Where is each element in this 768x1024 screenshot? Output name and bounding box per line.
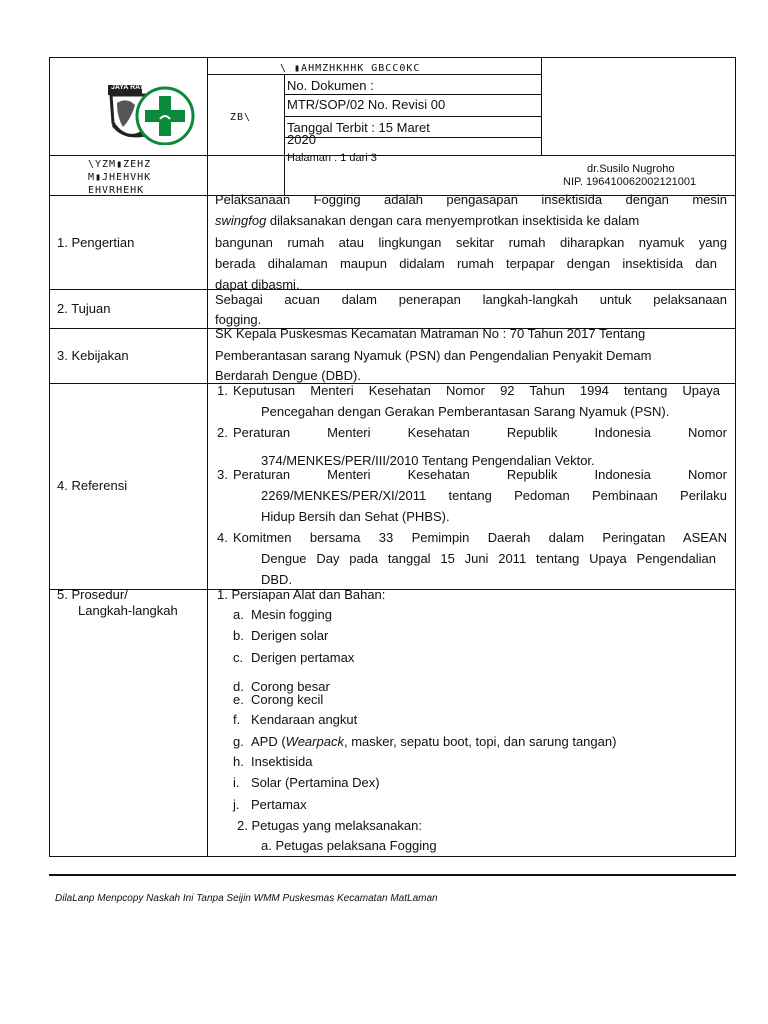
tanggal-terbit-year: 2020 — [287, 132, 316, 147]
footer-disclaimer: DilaLanp Menpcopy Naskah Ini Tanpa Seijin WMM Puskesmas Kecamatan MatLaman — [55, 893, 438, 904]
item-b-letter: b. — [233, 628, 244, 643]
ref-4-line-2: Dengue Day pada tanggal 15 Juni 2011 tentang Upaya Pengendalian — [261, 551, 716, 566]
item-g-letter: g. — [233, 734, 244, 749]
ref-3-line-3: Hidup Bersih dan Sehat (PHBS). — [261, 509, 450, 524]
pengertian-line-1: Pelaksanaan Fogging adalah pengasapan insektisida dengan mesin — [215, 192, 727, 207]
label-prosedur: 5. Prosedur/ — [57, 587, 128, 602]
item-g — [251, 734, 616, 749]
item-a-letter: a. — [233, 607, 244, 622]
pengertian-line-2-rest: dilaksanakan dengan cara menyemprotkan insektisida ke dalam — [266, 213, 640, 228]
item-i: Solar (Pertamina Dex) — [251, 775, 380, 790]
header-row-line-5 — [49, 155, 736, 156]
jaya-raya-logo — [105, 83, 195, 145]
ref-3-line-2: 2269/MENKES/PER/XI/2011 tentang Pedoman Pembinaan Perilaku — [261, 488, 727, 503]
item-h: Insektisida — [251, 754, 313, 769]
no-dokumen-value: MTR/SOP/02 No. Revisi 00 — [287, 97, 446, 112]
signer-nip: NIP. 196410062002121001 — [563, 176, 697, 188]
prosedur-step-1: 1. Persiapan Alat dan Bahan: — [217, 587, 386, 602]
tujuan-line-1: Sebagai acuan dalam penerapan langkah-langkah untuk pelaksanaan — [215, 292, 727, 307]
ref-4-line-1: Komitmen bersama 33 Pemimpin Daerah dalam Peringatan ASEAN — [233, 530, 727, 545]
item-b: Derigen solar — [251, 628, 329, 643]
header-row-line-4 — [284, 137, 542, 138]
label-referensi: 4. Referensi — [57, 478, 128, 493]
item-c: Derigen pertamax — [251, 650, 355, 665]
row-line-tujuan — [49, 289, 736, 290]
header-row-line-3 — [284, 116, 542, 117]
item-e-letter: e. — [233, 692, 244, 707]
item-j-letter: j. — [233, 797, 240, 812]
item-j: Pertamax — [251, 797, 307, 812]
item-d-letter: d. — [233, 679, 244, 694]
pengertian-line-5: dapat dibasmi. — [215, 277, 300, 292]
halaman: Halaman : 1 dari 3 — [287, 152, 377, 164]
header-left-garbled-2: M▮JHEHVHK — [88, 172, 152, 183]
ref-3-number: 3. — [217, 467, 228, 482]
pengertian-line-3: bangunan rumah atau lingkungan sekitar rumah diharapkan nyamuk yang — [215, 235, 727, 250]
header-right-divider — [541, 57, 542, 155]
table-border-bottom — [49, 856, 736, 857]
pengertian-line-4: berada dihalaman maupun didalam rumah terpapar dengan insektisida dan — [215, 256, 717, 271]
label-langkah: Langkah-langkah — [78, 603, 178, 618]
ref-4-number: 4. — [217, 530, 228, 545]
header-mid-divider — [284, 74, 285, 195]
ref-1-number: 1. — [217, 383, 228, 398]
item-e: Corong kecil — [251, 692, 324, 707]
ref-1-line-1: Keputusan Menteri Kesehatan Nomor 92 Tahun 1994 tentang Upaya — [233, 383, 720, 398]
item-f-letter: f. — [233, 712, 241, 727]
item-f: Kendaraan angkut — [251, 712, 358, 727]
header-title-garbled: \ ▮AHMZHKHHK GBCC0KC — [280, 63, 421, 74]
item-a: Mesin fogging — [251, 607, 332, 622]
pengertian-swingfog: swingfog — [215, 213, 267, 228]
ref-2-number: 2. — [217, 425, 228, 440]
item-h-letter: h. — [233, 754, 244, 769]
kebijakan-line-3: Berdarah Dengue (DBD). — [215, 368, 361, 383]
item-c-letter: c. — [233, 650, 244, 665]
label-tujuan: 2. Tujuan — [57, 301, 111, 316]
item-d: Corong besar — [251, 679, 330, 694]
item-g-rest: , masker, sepatu boot, topi, dan sarung tangan) — [343, 734, 617, 749]
item-g-wearpack: Wearpack — [285, 734, 344, 749]
ref-4-line-3: DBD. — [261, 572, 293, 587]
tanggal-terbit: Tanggal Terbit : 15 Maret — [287, 120, 430, 135]
kebijakan-line-2: Pemberantasan sarang Nyamuk (PSN) dan Pengendalian Penyakit Demam — [215, 348, 652, 363]
ref-1-line-2: Pencegahan dengan Gerakan Pemberantasan Sarang Nyamuk (PSN). — [261, 404, 670, 419]
label-kebijakan: 3. Kebijakan — [57, 348, 129, 363]
ref-2-line-2: 374/MENKES/PER/III/2010 Tentang Pengendalian Vektor. — [261, 453, 595, 468]
prosedur-step-2a: a. Petugas pelaksana Fogging — [261, 838, 437, 853]
ref-3-line-1: Peraturan Menteri Kesehatan Republik Indonesia Nomor — [233, 467, 727, 482]
footer-rule — [49, 874, 736, 876]
column-divider — [207, 57, 208, 857]
no-dokumen-label: No. Dokumen : — [287, 78, 374, 93]
header-row-line-2 — [284, 94, 542, 95]
header-middle-garbled: ZB\ — [230, 112, 252, 123]
item-i-letter: i. — [233, 775, 240, 790]
logo-graphic — [105, 83, 195, 145]
table-border-right — [735, 57, 736, 857]
header-left-garbled-3: EHVRHEHK — [88, 185, 145, 196]
table-border-top — [49, 57, 736, 58]
label-pengertian: 1. Pengertian — [57, 235, 135, 250]
kebijakan-line-1: SK Kepala Puskesmas Kecamatan Matraman No : 70 Tahun 2017 Tentang — [215, 326, 646, 341]
header-left-garbled-1: \YZM▮ZEHZ — [88, 159, 152, 170]
signer-name: dr.Susilo Nugroho — [587, 163, 675, 175]
logo-text: JAYA RAYA — [111, 84, 149, 91]
row-line-prosedur — [49, 589, 736, 590]
ref-2-line-1: Peraturan Menteri Kesehatan Republik Indonesia Nomor — [233, 425, 727, 440]
table-border-left — [49, 57, 50, 857]
tujuan-line-2: fogging. — [215, 312, 262, 327]
pengertian-line-2 — [215, 213, 639, 228]
item-g-prefix: APD ( — [251, 734, 286, 749]
prosedur-step-2: 2. Petugas yang melaksanakan: — [237, 818, 423, 833]
